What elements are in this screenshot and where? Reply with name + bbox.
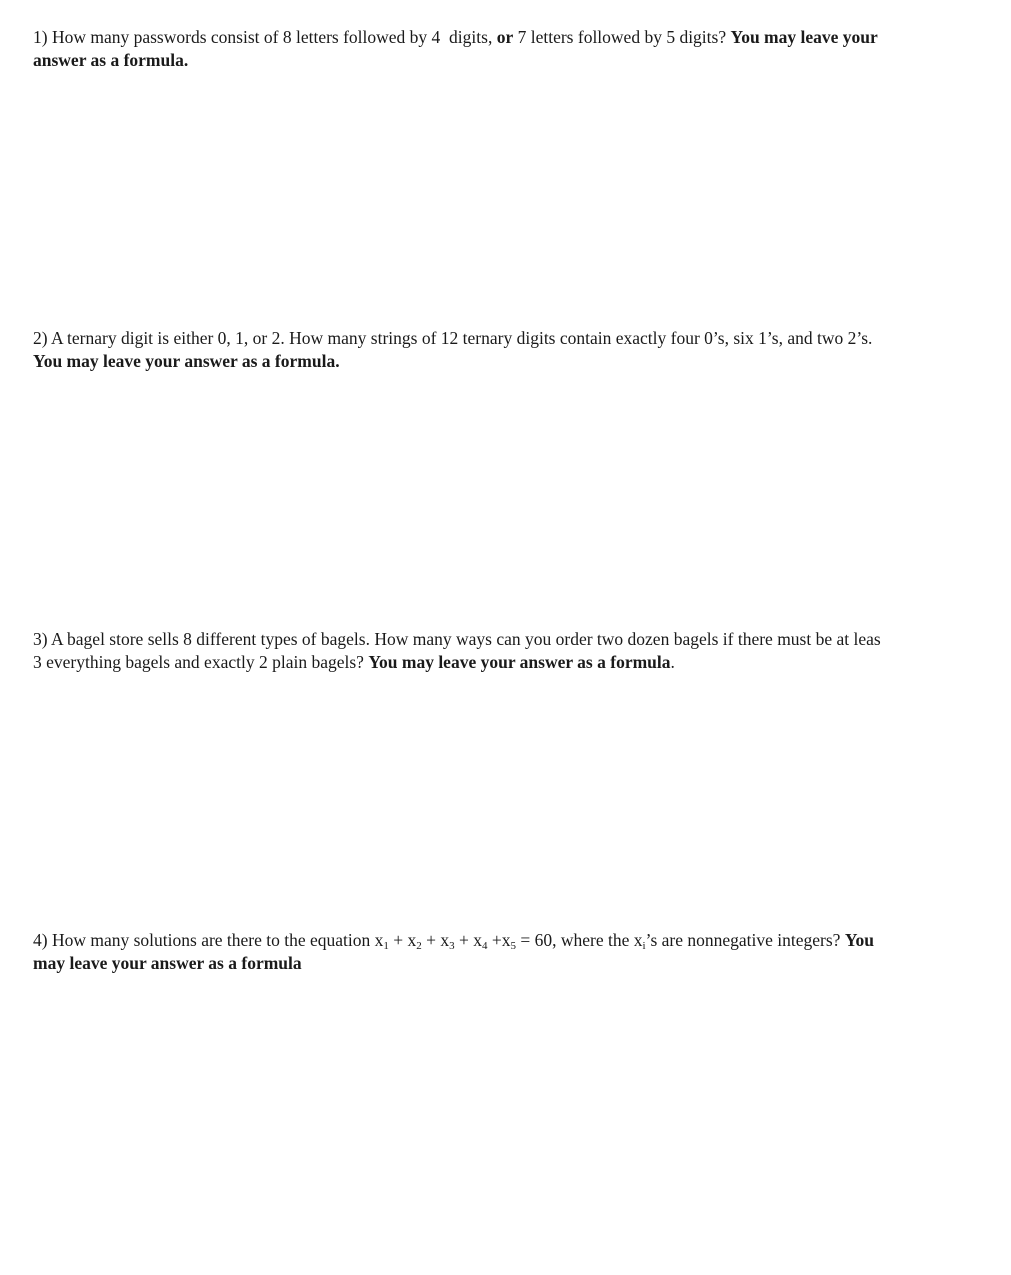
- question-3-instruction: You may leave your answer as a formula: [368, 652, 671, 672]
- question-3-text-2: 3 everything bagels and exactly 2 plain bagels?: [33, 652, 369, 672]
- subscript-2: 2: [416, 940, 422, 952]
- question-4-text: 4) How many solutions are there to the equation x: [33, 930, 384, 950]
- question-4-text-2: ’s are nonnegative integers?: [645, 930, 845, 950]
- subscript-i: i: [642, 940, 646, 952]
- question-4-line-1: [33, 929, 1008, 952]
- question-2-instruction: You may leave your answer as a formula.: [33, 351, 340, 371]
- equation-term-4: + x: [454, 930, 483, 950]
- question-2-line-2: [33, 350, 1008, 373]
- equation-equals: = 60, where the x: [516, 930, 643, 950]
- question-3-line-2: [33, 651, 1008, 674]
- question-2: [33, 327, 1008, 373]
- equation-term-5: +x: [487, 930, 511, 950]
- question-3-text: 3) A bagel store sells 8 different types of bagels. How many ways can you order two dozen bagels if there must be at leas: [33, 629, 881, 649]
- question-1-line-1: [33, 26, 1008, 49]
- question-4-instruction: You: [844, 930, 875, 950]
- question-1-instruction: You may leave your: [730, 27, 878, 47]
- question-4: [33, 929, 1008, 975]
- question-1-line-2: [33, 49, 1008, 72]
- question-2-line-1: [33, 327, 1008, 350]
- question-1-instruction-2: answer as a formula.: [33, 50, 189, 70]
- question-1-text-2: 7 letters followed by 5 digits?: [513, 27, 731, 47]
- equation-term-2: + x: [388, 930, 417, 950]
- subscript-5: 5: [510, 940, 517, 952]
- question-1-or: or: [496, 27, 514, 47]
- question-1-text: 1) How many passwords consist of 8 letters followed by 4 digits,: [33, 27, 497, 47]
- question-1: [33, 26, 1008, 72]
- question-4-instruction-2: may leave your answer as a formula: [33, 953, 302, 973]
- subscript-4: 4: [482, 940, 488, 952]
- subscript-1: 1: [383, 940, 389, 952]
- question-3-period: .: [670, 652, 675, 672]
- equation-term-3: + x: [421, 930, 450, 950]
- subscript-3: 3: [449, 940, 455, 952]
- question-2-text: 2) A ternary digit is either 0, 1, or 2. How many strings of 12 ternary digits contain exactly four 0’s, six 1’s, and two 2’s.: [33, 328, 873, 348]
- question-3-line-1: [33, 628, 1008, 651]
- question-4-line-2: [33, 952, 1008, 975]
- question-3: [33, 628, 1008, 674]
